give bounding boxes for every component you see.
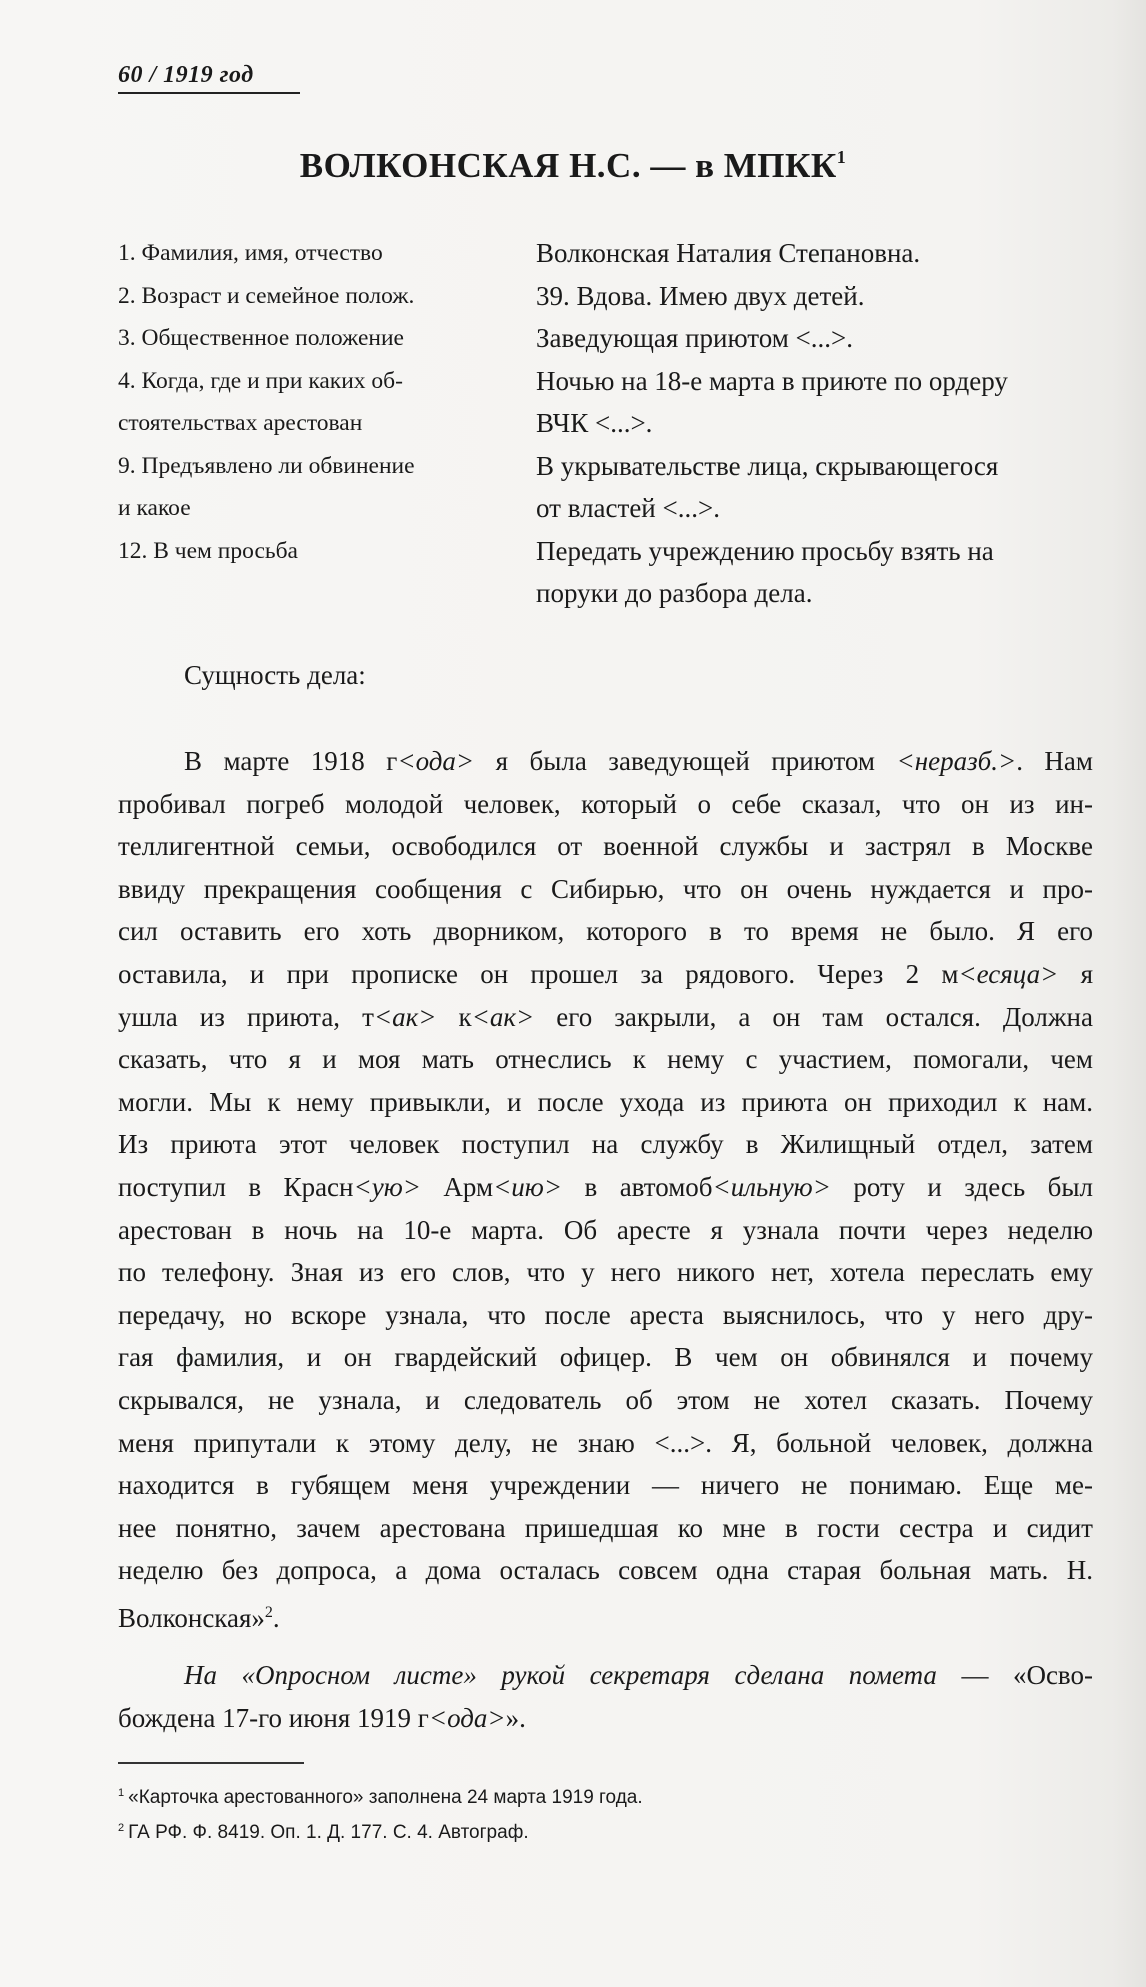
letter-line (118, 1294, 1093, 1337)
note-rest: — «Осво- (936, 1660, 1093, 1690)
form-answer-line: Ночью на 18-е марта в приюте по ордеру (536, 365, 1008, 396)
form-row (118, 530, 1093, 615)
letter-text-segment: я была заведующей приютом (474, 746, 897, 776)
letter-line (118, 910, 1093, 953)
editorial-insertion: <ую> (353, 1171, 421, 1202)
letter-text-segment: нее понятно, зачем арестована пришедшая ко мне в гости сестра и сидит (118, 1512, 1093, 1543)
questionnaire-form (118, 232, 1093, 615)
form-row (118, 445, 1093, 530)
letter-line (118, 1336, 1093, 1379)
form-question-line: 12. В чем просьба (118, 537, 298, 564)
letter-text-segment: теллигентной семьи, освободился от военной службы и застрял в Москве (118, 831, 1093, 862)
letter-text-segment: поступил в Красн (118, 1171, 354, 1202)
letter-text-segment: находится в губящем меня учреждении — ничего не понимаю. Еще ме- (118, 1470, 1093, 1501)
letter-text-segment: передачу, но вскоре узнала, что после ареста выяснилось, что у него дру- (118, 1299, 1093, 1330)
form-answer-line: Волконская Наталия Степановна. (536, 238, 921, 268)
editorial-insertion: <ак> (373, 1001, 437, 1032)
letter-text-segment: по телефону. Зная из его слов, что у него никого нет, хотела переслать ему (118, 1257, 1093, 1288)
form-answer-line: поруки до разбора дела. (536, 578, 813, 608)
letter-line (118, 1507, 1093, 1550)
document-title-text: ВОЛКОНСКАЯ Н.С. — в МПКК (299, 146, 837, 185)
letter-text-segment: . (272, 1602, 280, 1633)
letter-line (118, 1166, 1093, 1209)
form-answer (536, 445, 1093, 530)
form-row (118, 232, 1093, 275)
footnote (118, 1813, 1093, 1848)
form-answer-line: Заведующая приютом <...>. (536, 323, 854, 353)
editorial-insertion: <неразб.> (896, 746, 1017, 776)
letter-line (118, 740, 1093, 783)
form-question (118, 275, 536, 318)
footnote-text: ГА РФ. Ф. 8419. Оп. 1. Д. 177. С. 4. Автограф. (128, 1822, 529, 1843)
letter-line (118, 868, 1093, 911)
form-answer-line: Передать учреждению просьбу взять на (536, 535, 994, 566)
letter-line (118, 825, 1093, 868)
form-row (118, 360, 1093, 445)
form-question-line: 9. Предъявлено ли обвинение (118, 452, 415, 479)
editorial-insertion: <ода> (397, 746, 475, 776)
letter-line (118, 953, 1093, 996)
letter-line (118, 1209, 1093, 1252)
letter-text-segment: сказать, что я и моя мать отнеслись к нему с участием, помогали, чем (118, 1044, 1093, 1075)
letter-line (118, 1422, 1093, 1465)
letter-text-segment: скрывался, не узнала, и следователь об этом не хотел сказать. Почему (118, 1384, 1093, 1415)
form-answer (536, 232, 1093, 275)
form-row (118, 317, 1093, 360)
form-answer-line: ВЧК <...>. (536, 408, 653, 438)
letter-text-segment: роту и здесь был (830, 1171, 1093, 1202)
footnote-rule (118, 1762, 304, 1764)
footnotes (118, 1778, 1093, 1848)
form-answer (536, 317, 1093, 360)
editorial-insertion: <ильную> (712, 1171, 831, 1202)
editorial-insertion: <ак> (471, 1001, 535, 1032)
form-question-line: 2. Возраст и семейное полож. (118, 282, 415, 309)
footnote-text: «Карточка арестованного» заполнена 24 марта 1919 года. (128, 1787, 643, 1808)
letter-text-segment: гая фамилия, и он гвардейский офицер. В чем он обвинялся и почему (118, 1342, 1093, 1373)
letter-line (118, 1251, 1093, 1294)
letter-line (118, 1038, 1093, 1081)
note-line-1 (118, 1654, 1093, 1697)
letter-text-segment: ввиду прекращения сообщения с Сибирью, что он очень нуждается и про- (118, 873, 1093, 904)
letter-text-segment: его закрыли, а он там остался. Должна (534, 1001, 1093, 1032)
letter-text-segment: сил оставить его хоть дворником, которого в то время не было. Я его (118, 916, 1093, 947)
form-question (118, 232, 536, 275)
note-italic-suffix: <ода> (428, 1702, 506, 1733)
letter-text-segment: Из приюта этот человек поступил на службу в Жилищный отдел, затем (118, 1129, 1093, 1160)
footnote-number: 1 (118, 1787, 125, 1799)
letter-text-segment: оставила, и при прописке он прошел за рядового. Через 2 м (118, 958, 959, 989)
form-answer-line: от властей <...>. (536, 493, 720, 523)
letter-text-segment: арестован в ночь на 10-е марта. Об аресте я узнала почти через неделю (118, 1214, 1093, 1245)
letter-line (118, 1592, 1093, 1640)
letter-text-segment: Арм (420, 1171, 494, 1202)
footnote-ref: 2 (264, 1603, 273, 1621)
form-answer (536, 530, 1093, 615)
form-question-line: 4. Когда, где и при каких об- (118, 367, 403, 394)
running-head: 60 / 1919 год (118, 62, 254, 88)
note-italic: На «Опросном листе» рукой секретаря сделана помета (184, 1660, 937, 1690)
form-question (118, 530, 536, 615)
form-question-line: и какое (118, 495, 191, 521)
footnote (118, 1778, 1093, 1813)
letter-text-segment: в автомоб (562, 1171, 713, 1202)
letter-text-segment: могли. Мы к нему привыкли, и после ухода из приюта он приходил к нам. (118, 1086, 1093, 1117)
document-title (0, 146, 1146, 186)
form-question-line: 1. Фамилия, имя, отчество (118, 240, 383, 266)
note-line-2 (118, 1697, 1093, 1740)
form-answer-line: В укрывательстве лица, скрывающегося (536, 450, 999, 481)
letter-text-segment: к (436, 1001, 472, 1032)
letter-text-segment: ушла из приюта, т (118, 1001, 374, 1032)
form-row (118, 275, 1093, 318)
letter-line (118, 1549, 1093, 1592)
form-question (118, 360, 536, 445)
editorial-insertion: <ию> (493, 1171, 563, 1202)
letter-text-segment: меня припутали к этому делу, не знаю <...>. Я, больной человек, должна (118, 1427, 1093, 1458)
footnote-number: 2 (118, 1822, 125, 1834)
note-start: бождена 17-го июня 1919 г (118, 1702, 429, 1733)
letter-line (118, 1081, 1093, 1124)
form-answer-line: 39. Вдова. Имею двух детей. (536, 280, 865, 311)
essence-label: Сущность дела: (184, 660, 366, 690)
secretary-note (118, 1654, 1093, 1739)
letter-text-segment: пробивал погреб молодой человек, который о себе сказал, что он из ин- (118, 788, 1093, 819)
form-question-line: стоятельствах арестован (118, 410, 363, 436)
note-end: ». (505, 1702, 526, 1733)
form-question-line: 3. Общественное положение (118, 325, 404, 351)
running-head-rule (118, 92, 300, 94)
editorial-insertion: <есяца> (958, 958, 1059, 989)
letter-line (118, 783, 1093, 826)
letter-text-segment: я (1058, 958, 1093, 989)
letter-line (118, 1379, 1093, 1422)
letter-text-segment: . Нам (1016, 746, 1093, 776)
letter-line (118, 1464, 1093, 1507)
form-question (118, 317, 536, 360)
letter-text (118, 740, 1093, 1639)
letter-line (118, 996, 1093, 1039)
form-answer (536, 360, 1093, 445)
title-footnote-ref: 1 (836, 147, 847, 167)
letter-text-segment: Волконская» (118, 1602, 265, 1633)
letter-text-segment: неделю без допроса, а дома осталась совсем одна старая больная мать. Н. (118, 1555, 1093, 1586)
letter-line (118, 1123, 1093, 1166)
form-question (118, 445, 536, 530)
letter-text-segment: В марте 1918 г (184, 746, 398, 776)
form-question-line (118, 572, 536, 615)
form-answer (536, 275, 1093, 318)
